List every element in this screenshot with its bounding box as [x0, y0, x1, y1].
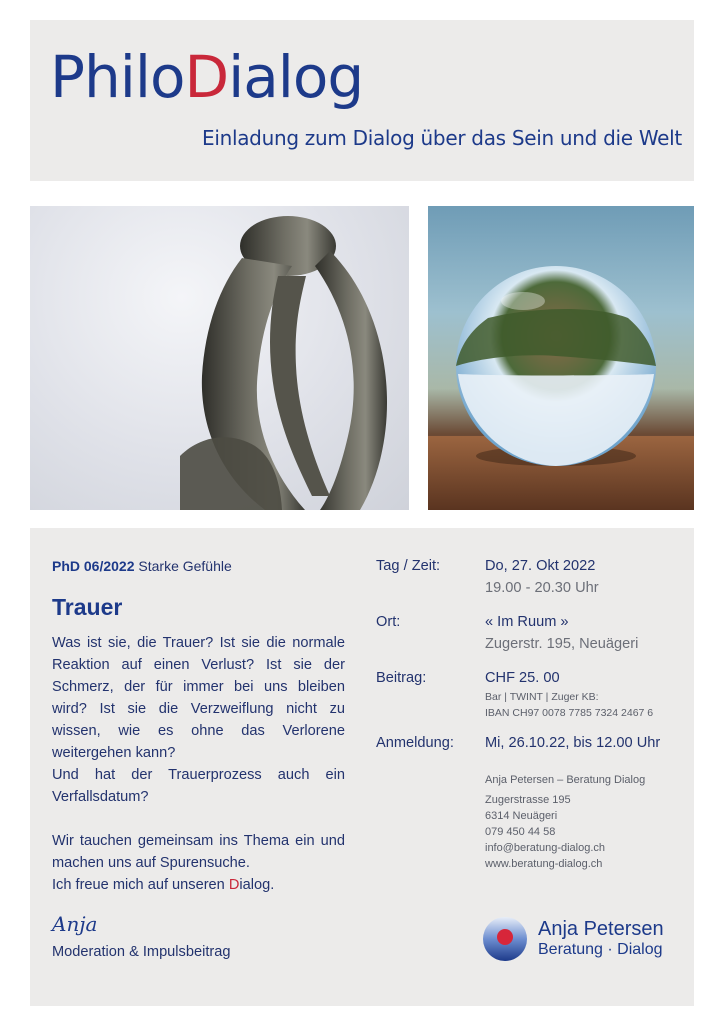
contact-block	[485, 772, 645, 872]
thinker-sculpture-icon	[30, 206, 409, 510]
header-banner	[30, 20, 694, 181]
event-description: Was ist sie, die Trauer? Ist sie die normale Reaktion auf einen Verlust? Ist sie der Schmerz, der für immer bei uns bleiben wird? Ist sie die Verzweiflung nicht zu wissen, wie es ohne das Verlorene weitergehen kann? Und hat der Trauerprozess auch ein Verfallsdatum? Wir tauchen gemeinsam ins Thema ein und machen uns auf Spurensuche. Ich freue mich auf unseren Dialog.	[52, 635, 345, 893]
place-value: « Im Ruum »	[485, 614, 569, 630]
signup-label: Anmeldung:	[376, 735, 454, 751]
time-value: 19.00 - 20.30 Uhr	[485, 580, 599, 596]
brand-logo-icon	[482, 916, 528, 962]
fee-payment: Bar | TWINT | Zuger KB:	[485, 691, 599, 703]
contact-email[interactable]: info@beratung-dialog.ch	[485, 842, 606, 854]
sculpture-photo	[30, 206, 409, 510]
contact-name: Anja Petersen – Beratung Dialog	[485, 774, 646, 786]
place-label: Ort:	[376, 614, 401, 630]
fee-value: CHF 25. 00	[485, 670, 560, 686]
crystal-ball-photo	[428, 206, 694, 510]
contact-website[interactable]: www.beratung-dialog.ch	[485, 858, 603, 870]
event-title: Trauer	[52, 594, 123, 620]
contact-street: Zugerstrasse 195	[485, 794, 571, 806]
contact-city: 6314 Neuägeri	[485, 810, 558, 822]
brand-name: Anja Petersen	[538, 918, 664, 940]
signup-value: Mi, 26.10.22, bis 12.00 Uhr	[485, 735, 661, 751]
place-address: Zugerstr. 195, Neuägeri	[485, 636, 639, 652]
philodialog-logo: PhiloDialog	[50, 43, 364, 111]
tagline: Einladung zum Dialog über das Sein und die Welt	[202, 126, 682, 150]
fee-iban: IBAN CH97 0078 7785 7324 2467 6	[485, 707, 654, 719]
contact-phone: 079 450 44 58	[485, 826, 556, 838]
date-value: Do, 27. Okt 2022	[485, 558, 596, 574]
event-panel	[30, 528, 694, 1006]
date-label: Tag / Zeit:	[376, 558, 441, 574]
event-code-line: PhD 06/2022 Starke Gefühle	[52, 558, 232, 574]
fee-label: Beitrag:	[376, 670, 427, 686]
brand-subtitle: Beratung · Dialog	[538, 941, 663, 958]
moderation-role: Moderation & Impulsbeitrag	[52, 944, 231, 960]
signature: Anja	[52, 912, 98, 936]
crystal-ball-icon	[428, 206, 694, 510]
